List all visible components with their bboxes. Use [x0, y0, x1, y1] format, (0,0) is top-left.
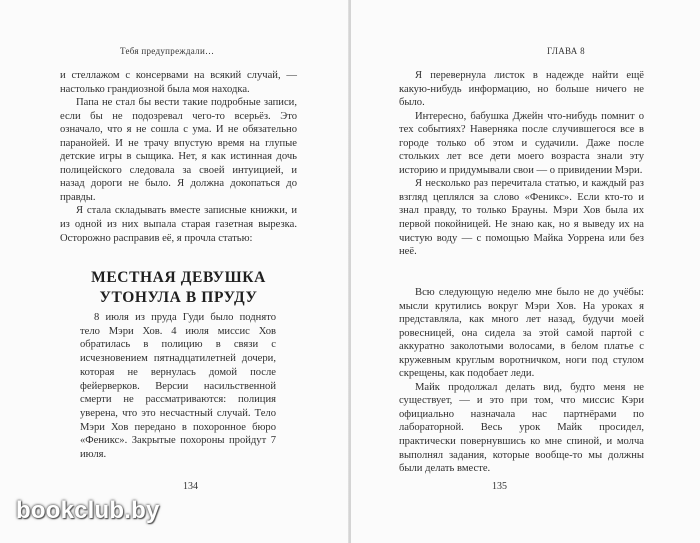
- headline-line: УТОНУЛА В ПРУДУ: [99, 289, 258, 306]
- page-number-right: 135: [492, 481, 507, 492]
- paragraph: Папа не стал бы вести такие подробные записи, если бы не подозревал чего-то всерьёз. Это означало, что я не сошла с ума. И не обязательно паранойей. И не трачу впустую время на глупые детские игры в сыщика. Нет, я как истинная дочь полицейского следовала за своей интуицией, и назад дороги не было. Я должна докопаться до правды.: [60, 97, 297, 203]
- clipping-article: [80, 311, 276, 462]
- paragraph: Я несколько раз перечитала статью, и каждый раз взгляд цеплялся за слово «Феникс». Если кто-то и знал правду, то только Брауны. Мэри Хов была их первой покойницей. Не знаю как, но я выведу их на чистую воду — с помощью Майка Уоррена или без неё.: [399, 178, 644, 258]
- headline-line: МЕСТНАЯ ДЕВУШКА: [91, 269, 266, 286]
- paragraph: Всю следующую неделю мне было не до учёбы: мысли крутились вокруг Мэри Хов. На уроках я представляла, как много лет назад, будучи моей ровесницей, она сидела за этой самой партой с аккуратно заколотыми волосами, в белом платье с кружевным круглым воротничком, ноги под стулом скрещены, как подобает леди.: [399, 287, 644, 380]
- right-page-body-top: [399, 69, 644, 259]
- paragraph: Майк продолжал делать вид, будто меня не существует, — и это при том, что миссис Кэри официально назначала нас партнёрами по лабораторной. Весь урок Майк просидел, практически повернувшись ко мне спиной, и молча выполнял задания, которые вообще-то мы должны были делать вместе.: [399, 381, 644, 475]
- right-page: [351, 0, 700, 543]
- paragraph: и стеллажом с консервами на всякий случай, — настолько грандиозной была моя находка.: [60, 70, 297, 95]
- running-head-right: ГЛАВА 8: [547, 46, 585, 56]
- left-page: [0, 0, 349, 543]
- paragraph: Я стала складывать вместе записные книжки, и из одной из них выпала старая газетная вырезка. Осторожно расправив её, я прочла статью:: [60, 205, 297, 244]
- page-number-left: 134: [183, 481, 198, 492]
- right-page-body-bottom: [399, 286, 644, 476]
- article-text: 8 июля из пруда Гуди было поднято тело Мэри Хов. 4 июля миссис Хов обратилась в полицию в связи с исчезновением пятнадцатилетней дочери, которая не вернулась домой после фейерверков. Версии насильственной смерти не рассматриваются: полиция уверена, что это несчастный случай. Тело Мэри Хов передано в похоронное бюро «Феникс». Закрытые похороны пройдут 7 июля.: [80, 312, 276, 461]
- running-head-left: Тебя предупреждали…: [120, 46, 215, 56]
- clipping-headline: [60, 268, 297, 308]
- paragraph: Я перевернула листок в надежде найти ещё какую-нибудь информацию, но больше ничего не было.: [399, 70, 644, 109]
- watermark: bookclub.by: [16, 497, 160, 524]
- paragraph: Интересно, бабушка Джейн что-нибудь помнит о тех событиях? Наверняка после случившегося все в городе только об этом и судачили. Даже после стольких лет все дети моего возраста знали эту историю и придумывали свои — о привидении Мэри.: [399, 110, 644, 176]
- left-page-body: [60, 69, 297, 245]
